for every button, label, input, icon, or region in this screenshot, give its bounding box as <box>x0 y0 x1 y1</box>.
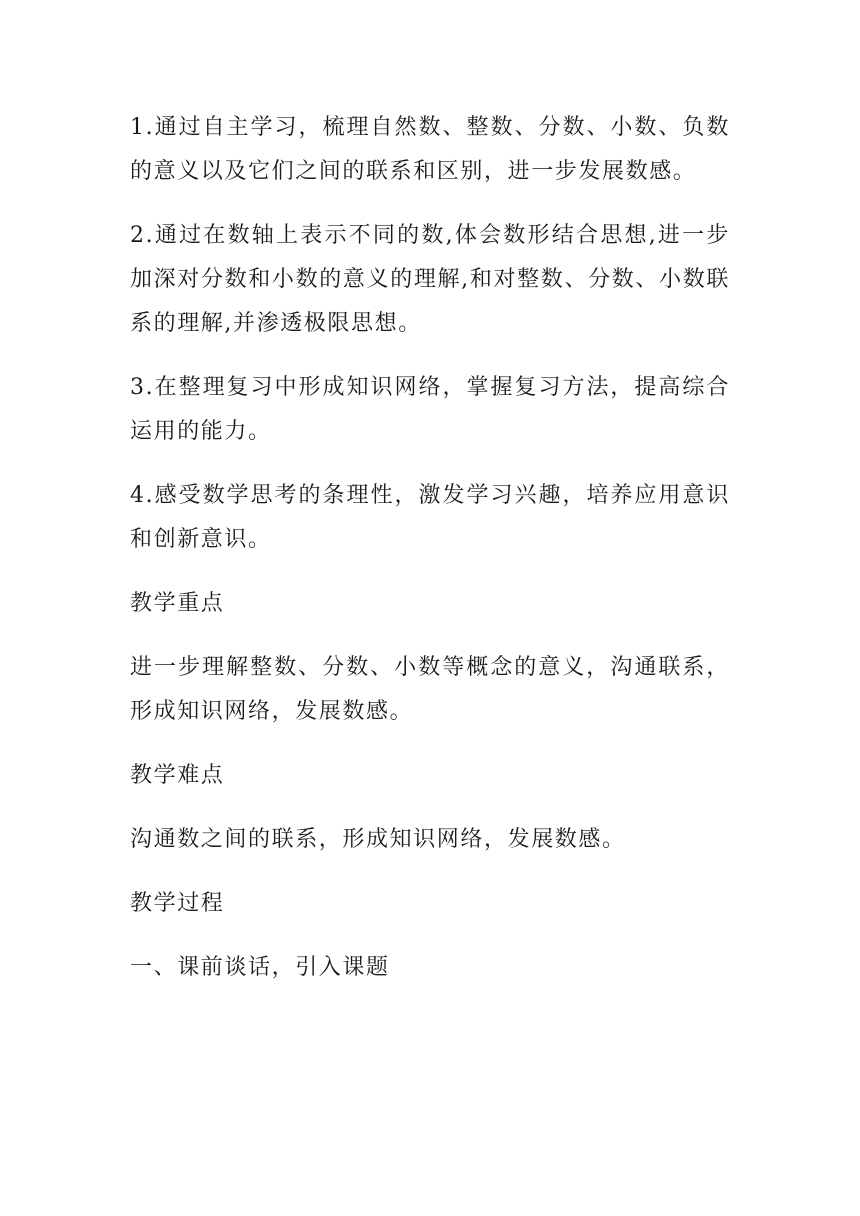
document-page <box>130 106 730 990</box>
key-points-text: 进一步理解整数、分数、小数等概念的意义，沟通联系，形成知识网络，发展数感。 <box>130 655 730 724</box>
objective-4: 4.感受数学思考的条理性，激发学习兴趣，培养应用意识和创新意识。 <box>130 483 730 552</box>
difficult-points-heading: 教学难点 <box>130 763 225 788</box>
process-heading: 教学过程 <box>130 891 225 916</box>
process-step-1: 一、课前谈话，引入课题 <box>130 955 390 980</box>
difficult-points-text: 沟通数之间的联系，形成知识网络，发展数感。 <box>130 827 626 852</box>
objective-1: 1.通过自主学习，梳理自然数、整数、分数、小数、负数的意义以及它们之间的联系和区别，进一步发展数感。 <box>130 115 730 184</box>
objective-2: 2.通过在数轴上表示不同的数,体会数形结合思想,进一步加深对分数和小数的意义的理解,和对整数、分数、小数联系的理解,并渗透极限思想。 <box>130 223 730 336</box>
key-points-heading: 教学重点 <box>130 591 225 616</box>
objective-3: 3.在整理复习中形成知识网络，掌握复习方法，提高综合运用的能力。 <box>130 375 730 444</box>
